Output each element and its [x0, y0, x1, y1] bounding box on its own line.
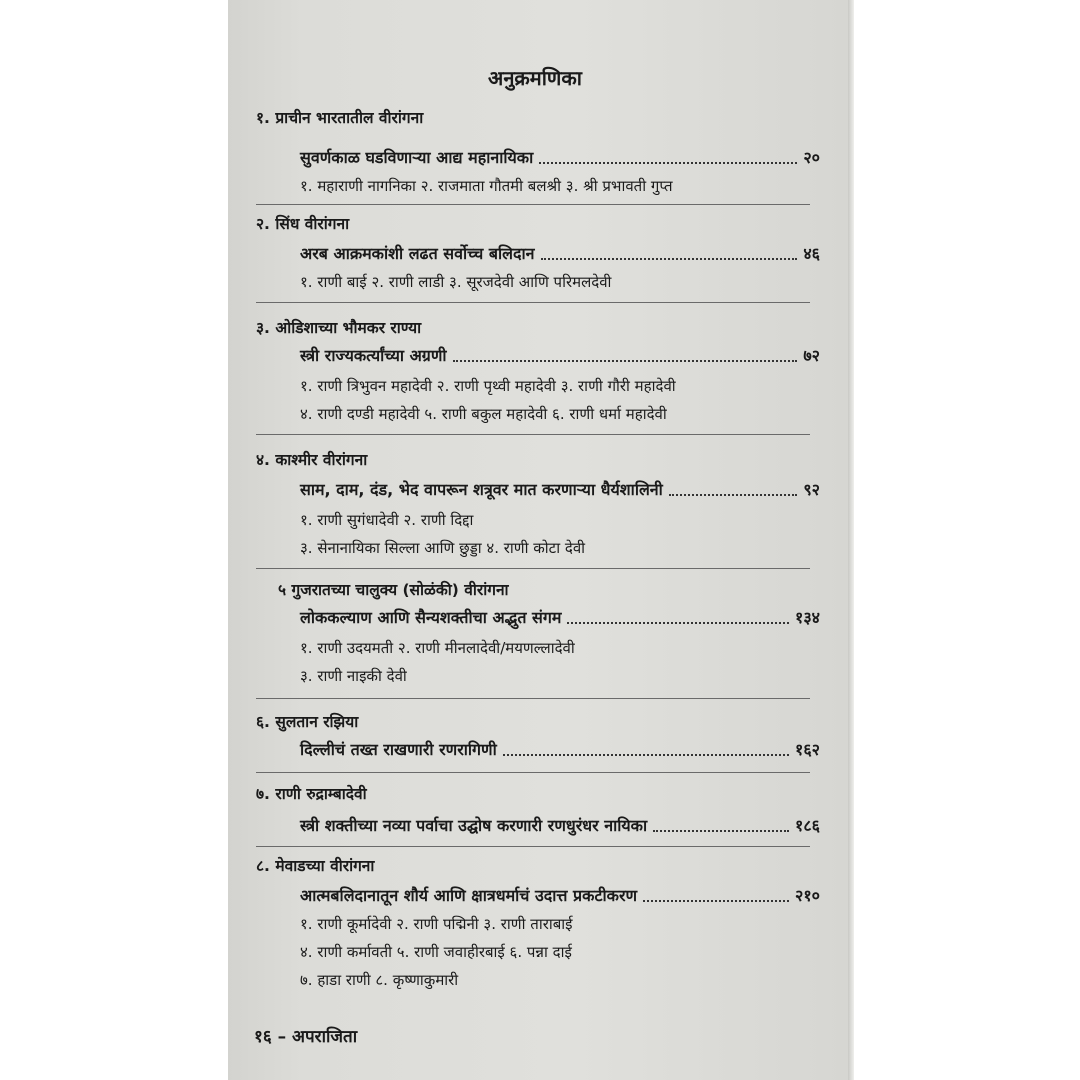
page-number: ४६	[803, 244, 820, 263]
page-title: अनुक्रमणिका	[488, 66, 582, 90]
toc-entry[interactable]	[300, 344, 820, 366]
chapter-heading	[256, 214, 349, 234]
chapter-heading	[256, 784, 367, 804]
chapter-number: ४.	[256, 451, 270, 469]
divider	[256, 568, 810, 569]
chapter-number: ६.	[256, 713, 270, 731]
chapter-heading	[256, 450, 367, 470]
chapter-names: १. राणी उदयमती २. राणी मीनलादेवी/मयणल्लादेवी	[300, 639, 575, 657]
chapter-number: १.	[256, 109, 270, 127]
chapter-subtitle: स्त्री राज्यकर्त्यांच्या अग्रणी	[300, 346, 447, 365]
chapter-heading	[256, 856, 374, 876]
chapter-title: प्राचीन भारतातील वीरांगना	[275, 109, 424, 127]
dot-leader	[653, 830, 789, 832]
chapter-subtitle: लोककल्याण आणि सैन्यशक्तीचा अद्भुत संगम	[300, 608, 562, 627]
chapter-title: सुलतान रझिया	[275, 713, 359, 731]
page-number: ७२	[803, 346, 820, 365]
toc-entry[interactable]	[300, 814, 820, 836]
toc-entry[interactable]	[300, 884, 820, 906]
dot-leader	[503, 754, 789, 756]
chapter-title: गुजरातच्या चालुक्य (सोळंकी) वीरांगना	[291, 581, 509, 599]
page-number: २०	[803, 148, 820, 167]
chapter-names: १. महाराणी नागनिका २. राजमाता गौतमी बलश्री ३. श्री प्रभावती गुप्त	[300, 177, 673, 195]
page-number: ९२	[803, 480, 820, 499]
dot-leader	[567, 622, 789, 624]
dot-leader	[669, 494, 798, 496]
chapter-subtitle: साम, दाम, दंड, भेद वापरून शत्रूवर मात करणाऱ्या धैर्यशालिनी	[300, 480, 663, 499]
chapter-subtitle: दिल्लीचं तख्त राखणारी रणरागिणी	[300, 740, 497, 759]
toc-entry[interactable]	[300, 146, 820, 168]
chapter-names: ४. राणी दण्डी महादेवी ५. राणी बकुल महादेवी ६. राणी धर्मा महादेवी	[300, 405, 667, 423]
chapter-number: २.	[256, 215, 270, 233]
footer-book-title: अपराजिता	[292, 1027, 358, 1047]
chapter-subtitle: स्त्री शक्तीच्या नव्या पर्वाचा उद्घोष करणारी रणधुरंधर नायिका	[300, 816, 648, 835]
chapter-heading	[256, 318, 421, 338]
dot-leader	[453, 360, 798, 362]
dot-leader	[541, 258, 798, 260]
chapter-subtitle: आत्मबलिदानातून शौर्य आणि क्षात्रधर्माचं उदात्त प्रकटीकरण	[300, 886, 638, 905]
chapter-number: ३.	[256, 319, 270, 337]
chapter-heading	[256, 712, 358, 732]
toc-entry[interactable]	[300, 738, 820, 760]
divider	[256, 772, 810, 773]
dot-leader	[643, 900, 789, 902]
chapter-names: १. राणी कूर्मादेवी २. राणी पद्मिनी ३. राणी ताराबाई	[300, 915, 573, 933]
chapter-title: ओडिशाच्या भौमकर राण्या	[275, 319, 422, 337]
chapter-names: ७. हाडा राणी ८. कृष्णाकुमारी	[300, 971, 459, 989]
page-number: १३४	[795, 608, 820, 627]
chapter-names: ३. सेनानायिका सिल्ला आणि छुड्डा ४. राणी कोटा देवी	[300, 539, 586, 557]
footer-page-number: १६	[254, 1027, 272, 1047]
chapter-names: ४. राणी कर्मावती ५. राणी जवाहीरबाई ६. पन्ना दाई	[300, 943, 572, 961]
divider	[256, 434, 810, 435]
chapter-title: काश्मीर वीरांगना	[275, 451, 368, 469]
chapter-names: १. राणी त्रिभुवन महादेवी २. राणी पृथ्वी महादेवी ३. राणी गौरी महादेवी	[300, 377, 676, 395]
page-number: १८६	[795, 816, 820, 835]
toc-entry[interactable]	[300, 606, 820, 628]
divider	[256, 846, 810, 847]
toc-entry[interactable]	[300, 478, 820, 500]
chapter-heading	[278, 580, 509, 600]
page-number: १६२	[795, 740, 820, 759]
page-footer	[254, 1024, 357, 1047]
chapter-names: ३. राणी नाइकी देवी	[300, 667, 407, 685]
chapter-title: सिंध वीरांगना	[275, 215, 350, 233]
chapter-number: ७.	[256, 785, 270, 803]
chapter-names: १. राणी बाई २. राणी लाडी ३. सूरजदेवी आणि परिमलदेवी	[300, 273, 612, 291]
chapter-heading	[256, 108, 423, 128]
chapter-title: मेवाडच्या वीरांगना	[275, 857, 375, 875]
page-number: २१०	[795, 886, 820, 905]
chapter-subtitle: अरब आक्रमकांशी लढत सर्वोच्च बलिदान	[300, 244, 535, 263]
chapter-subtitle: सुवर्णकाळ घडविणाऱ्या आद्य महानायिका	[300, 148, 534, 167]
chapter-title: राणी रुद्राम्बादेवी	[275, 785, 367, 803]
footer-separator: –	[277, 1027, 287, 1047]
dot-leader	[539, 162, 797, 164]
toc-entry[interactable]	[300, 242, 820, 264]
divider	[256, 302, 810, 303]
divider	[256, 204, 810, 205]
chapter-number: ८.	[256, 857, 270, 875]
chapter-names: १. राणी सुगंधादेवी २. राणी दिद्दा	[300, 511, 474, 529]
divider	[256, 698, 810, 699]
chapter-number: ५	[278, 581, 287, 599]
